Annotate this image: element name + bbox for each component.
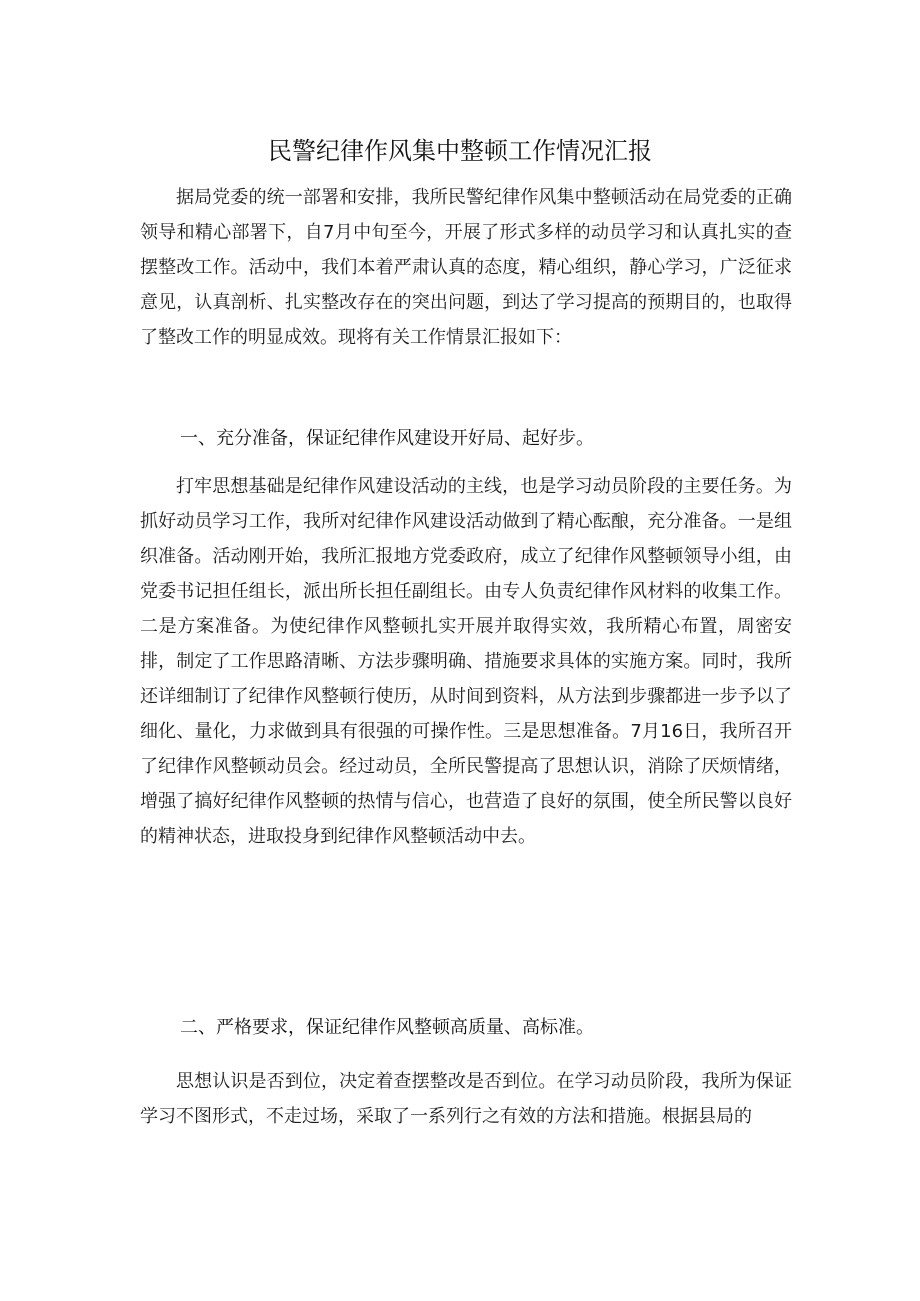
paragraph-text: 据局党委的统一部署和安排，我所民警纪律作风集中整顿活动在局党委的正确领导和精心部署下，自7月中旬至今，开展了形式多样的动员学习和认真扎实的查摆整改工作。活动中，我们本着严肃认真的态度，精心组织，静心学习，广泛征求意见，认真剖析、扎实整改存在的突出问题，到达了学习提高的预期目的，也取得了整改工作的明显成效。现将有关工作情景汇报如下： (140, 187, 792, 348)
paragraph-text: 思想认识是否到位，决定着查摆整改是否到位。在学习动员阶段，我所为保证学习不图形式，不走过场，采取了一系列行之有效的方法和措施。根据县局的 (140, 1071, 792, 1127)
paragraph-section-1 (140, 469, 792, 854)
paragraph-section-2 (140, 1064, 792, 1134)
paragraph-text: 打牢思想基础是纪律作风建设活动的主线，也是学习动员阶段的主要任务。为抓好动员学习工作，我所对纪律作风建设活动做到了精心酝酿，充分准备。一是组织准备。活动刚开始，我所汇报地方党委政府，成立了纪律作风整顿领导小组，由党委书记担任组长，派出所长担任副组长。由专人负责纪律作风材料的收集工作。二是方案准备。为使纪律作风整顿扎实开展并取得实效，我所精心布置，周密安排，制定了工作思路清晰、方法步骤明确、措施要求具体的实施方案。同时，我所还详细制订了纪律作风整顿行使历，从时间到资料，从方法到步骤都进一步予以了细化、量化，力求做到具有很强的可操作性。三是思想准备。7月16日，我所召开了纪律作风整顿动员会。经过动员，全所民警提高了思想认识，消除了厌烦情绪，增强了搞好纪律作风整顿的热情与信心，也营造了良好的氛围，使全所民警以良好的精神状态，进取投身到纪律作风整顿活动中去。 (140, 476, 792, 847)
document-title: 民警纪律作风集中整顿工作情况汇报 (268, 137, 652, 165)
paragraph-intro (140, 180, 792, 355)
section-heading-2: 二、严格要求，保证纪律作风整顿高质量、高标准。 (180, 1017, 594, 1038)
section-heading-1: 一、充分准备，保证纪律作风建设开好局、起好步。 (180, 428, 594, 449)
